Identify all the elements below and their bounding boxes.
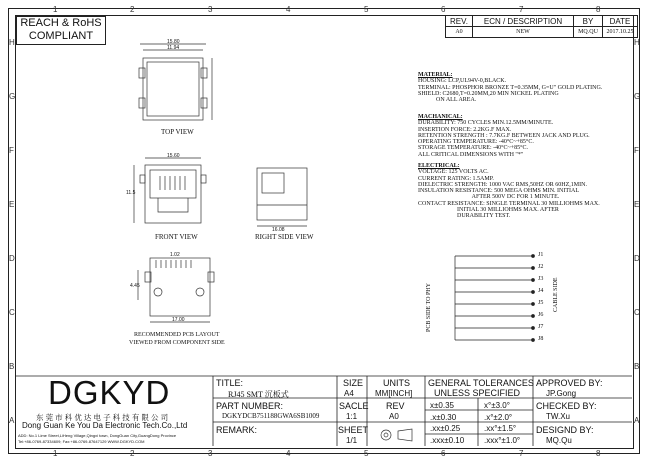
material-line: TERMINAL: PHOSPHOR BRONZE T=0.35MM, G=U" GOLD PLATING.: [418, 84, 603, 91]
grid-row: H: [9, 38, 15, 47]
pin-label: J4: [538, 288, 544, 294]
pin-label: J5: [538, 300, 544, 306]
part-number-label: PART NUMBER:: [216, 401, 284, 411]
dim-pcb-h: 4.45: [130, 283, 140, 289]
checked-label: CHECKED BY:: [536, 401, 597, 411]
grid-row: A: [9, 416, 15, 425]
mechanical-line: STORAGE TEMPERATURE: -40°C~+85°C.: [418, 145, 529, 152]
pin-label: J7: [538, 324, 544, 330]
tolerance-title-2: UNLESS SPECIFIED: [434, 388, 521, 398]
dim-top-w1: 11.94: [167, 45, 180, 51]
rev-value: A0: [389, 412, 399, 421]
dim-side-w: 16.08: [272, 227, 285, 233]
size-value: A4: [344, 389, 354, 398]
mechanical-line: RETENTION STRENGTH : 7.7KG.F BETWEEN JACK AND PLUG.: [418, 132, 590, 139]
mechanical-heading: MACHANICAL:: [418, 114, 463, 120]
electrical-line: INITIAL 30 MILLIOHMS MAX. AFTER: [418, 207, 559, 214]
date-header: DATE: [603, 16, 638, 27]
pin-label: J6: [538, 312, 544, 318]
material-notes: [418, 72, 602, 103]
tolerance-title-1: GENERAL TOLERANCES: [428, 378, 534, 388]
top-view-label: TOP VIEW: [161, 128, 194, 136]
grid-row: G: [9, 92, 16, 101]
electrical-line: AFTER 500V DC FOR 1 MINUTE.: [418, 194, 560, 201]
tolerance-angular: .x°±2.0°: [484, 413, 513, 422]
tolerance-linear: .x±0.30: [430, 413, 457, 422]
grid-row: H: [634, 38, 640, 47]
units-label: UNITS: [383, 378, 410, 388]
scale-label: SACLE: [339, 401, 369, 411]
grid-row: C: [9, 308, 15, 317]
rev-label: REV: [386, 401, 405, 411]
material-line: ON ALL AREA.: [418, 97, 477, 104]
pin-label: J8: [538, 336, 544, 342]
title-label: TITLE:: [216, 378, 244, 388]
designed-label: DESIGND BY:: [536, 425, 594, 435]
tolerance-angular: .xxx°±1.0°: [484, 436, 521, 445]
grid-row: A: [634, 416, 640, 425]
scale-value: 1:1: [346, 412, 358, 421]
electrical-line: CONTACT RESISTANCE: SINGLE TERMINAL 30 MILLIOHMS MAX.: [418, 200, 600, 207]
tolerance-linear: x±0.35: [430, 401, 454, 410]
schematic-lines: [455, 255, 535, 342]
pcb-layout-label-2: VIEWED FROM COMPONENT SIDE: [129, 340, 225, 346]
compliance-line-2: COMPLIANT: [28, 30, 94, 42]
grid-col: 3: [208, 5, 213, 14]
electrical-heading: ELECTRICAL:: [418, 163, 460, 169]
designed-value: MQ.Qu: [546, 436, 572, 445]
electrical-line: DURABILITY TEST.: [418, 213, 511, 220]
date-value: 2017.10.25: [603, 27, 638, 38]
electrical-line: VOLTAGE: 125 VOLTS AC.: [418, 169, 489, 176]
projection-symbol-icon: [378, 428, 418, 442]
top-view-drawing: [139, 44, 212, 120]
units-value: MM[INCH]: [375, 389, 413, 398]
grid-col: 4: [286, 449, 291, 458]
by-header: BY: [574, 16, 603, 27]
grid-row: B: [9, 362, 15, 371]
grid-row: D: [634, 254, 640, 263]
rev-header: REV.: [446, 16, 473, 27]
grid-row: D: [9, 254, 15, 263]
company-contact: Tel:+86-0769-87334609; Fax:+86-0769-87647129 WWW.DGKYD.COM: [18, 439, 145, 444]
schematic-right-label: CABLE SIDE: [553, 277, 559, 312]
pcb-layout-drawing: [138, 258, 214, 322]
grid-row: G: [634, 92, 641, 101]
grid-row: E: [9, 200, 15, 209]
dim-pcb-w: 17.00: [172, 317, 185, 323]
pin-label: J1: [538, 252, 544, 258]
material-line: HOUSING: LCP,UL94V-0,BLACK.: [418, 78, 507, 85]
right-side-view-label: RIGHT SIDE VIEW: [255, 233, 314, 241]
title-value: RJ45 SMT 沉板式: [228, 390, 289, 399]
checked-value: TW.Xu: [546, 412, 571, 421]
dim-front-w: 15.60: [167, 153, 180, 159]
remark-label: REMARK:: [216, 425, 258, 435]
mechanical-line: INSERTION FORCE: 2.2KG.F MAX.: [418, 126, 512, 133]
schematic-left-label: PCB SIDE TO PHY: [426, 283, 432, 332]
grid-row: B: [634, 362, 640, 371]
front-view-drawing: [134, 158, 206, 223]
mechanical-line: DURABILITY: 750 CYCLES MIN.12.5MM/MINUTE.: [418, 120, 554, 127]
approved-value: JP.Gong: [546, 389, 577, 398]
pin-label: J2: [538, 264, 544, 270]
front-view-label: FRONT VIEW: [155, 233, 198, 241]
grid-col: 6: [441, 449, 446, 458]
material-heading: MATERIAL:: [418, 72, 453, 78]
tolerance-angular: x°±3.0°: [484, 401, 510, 410]
grid-row: F: [9, 146, 14, 155]
company-name-cn: 东 莞 市 科 优 达 电 子 科 技 有 限 公 司: [36, 413, 169, 422]
tolerance-linear: .xx±0.25: [430, 424, 461, 433]
mechanical-line: ALL CRITICAL DIMENSIONS WITH "*": [418, 151, 524, 158]
dim-pcb-p: 1.02: [170, 252, 180, 258]
electrical-line: CURRENT RATING: 1.5AMP.: [418, 175, 494, 182]
tolerance-angular: .xx°±1.5°: [484, 424, 517, 433]
compliance-line-1: REACH & RoHS: [20, 17, 102, 29]
side-view-drawing: [257, 168, 307, 226]
approved-label: APPROVED BY:: [536, 378, 603, 388]
grid-col: 7: [519, 449, 524, 458]
rev-value: A0: [446, 27, 473, 38]
grid-col: 5: [364, 5, 369, 14]
grid-col: 8: [596, 449, 601, 458]
grid-row: C: [634, 308, 640, 317]
electrical-line: INSULATION RESISTANCE: 500 MEGA OHMS MIN. INITIAL: [418, 188, 580, 195]
grid-col: 2: [130, 5, 135, 14]
grid-col: 1: [53, 449, 58, 458]
grid-col: 1: [53, 5, 58, 14]
ecn-value: NEW: [473, 27, 574, 38]
material-line: SHIELD: C2680,T=0.20MM,20 MIN NICKEL PLATING: [418, 90, 559, 97]
ecn-header: ECN / DESCRIPTION: [473, 16, 574, 27]
company-address: ADD: No.1 Lime Street,LiHeng Village,Qingxi town, DongGuan City,GuangDong Province: [18, 433, 177, 438]
size-label: SIZE: [343, 378, 364, 388]
grid-col: 4: [286, 5, 291, 14]
grid-row: F: [634, 146, 639, 155]
grid-col: 3: [208, 449, 213, 458]
grid-col: 2: [130, 449, 135, 458]
company-logo: DGKYD: [48, 374, 171, 411]
part-number-value: DGKYDCB751188GWA6SB1009: [222, 412, 320, 420]
sheet-value: 1/1: [346, 436, 358, 445]
pcb-layout-label-1: RECOMMENDED PCB LAYOUT: [134, 332, 220, 338]
dim-top-w2: 15.80: [167, 39, 180, 45]
dim-front-h: 11.5: [126, 190, 136, 196]
electrical-line: DIELECTRIC STRENGTH: 1000 VAC RMS,50HZ OR 60HZ,1MIN.: [418, 181, 587, 188]
grid-row: E: [634, 200, 640, 209]
grid-col: 8: [596, 5, 601, 14]
grid-col: 7: [519, 5, 524, 14]
mechanical-notes: [418, 114, 590, 158]
sheet-label: SHEET: [338, 425, 369, 435]
grid-col: 6: [441, 5, 446, 14]
electrical-notes: [418, 163, 600, 220]
company-name-en: Dong Guan Ke You Da Electronic Tech.Co.,Ltd: [22, 421, 188, 430]
tolerance-linear: .xxx±0.10: [430, 436, 465, 445]
grid-col: 5: [364, 449, 369, 458]
mechanical-line: OPERATING TEMPERATURE: -40°C~+85°C.: [418, 139, 534, 146]
pin-label: J3: [538, 276, 544, 282]
by-value: MQ.QU: [574, 27, 603, 38]
